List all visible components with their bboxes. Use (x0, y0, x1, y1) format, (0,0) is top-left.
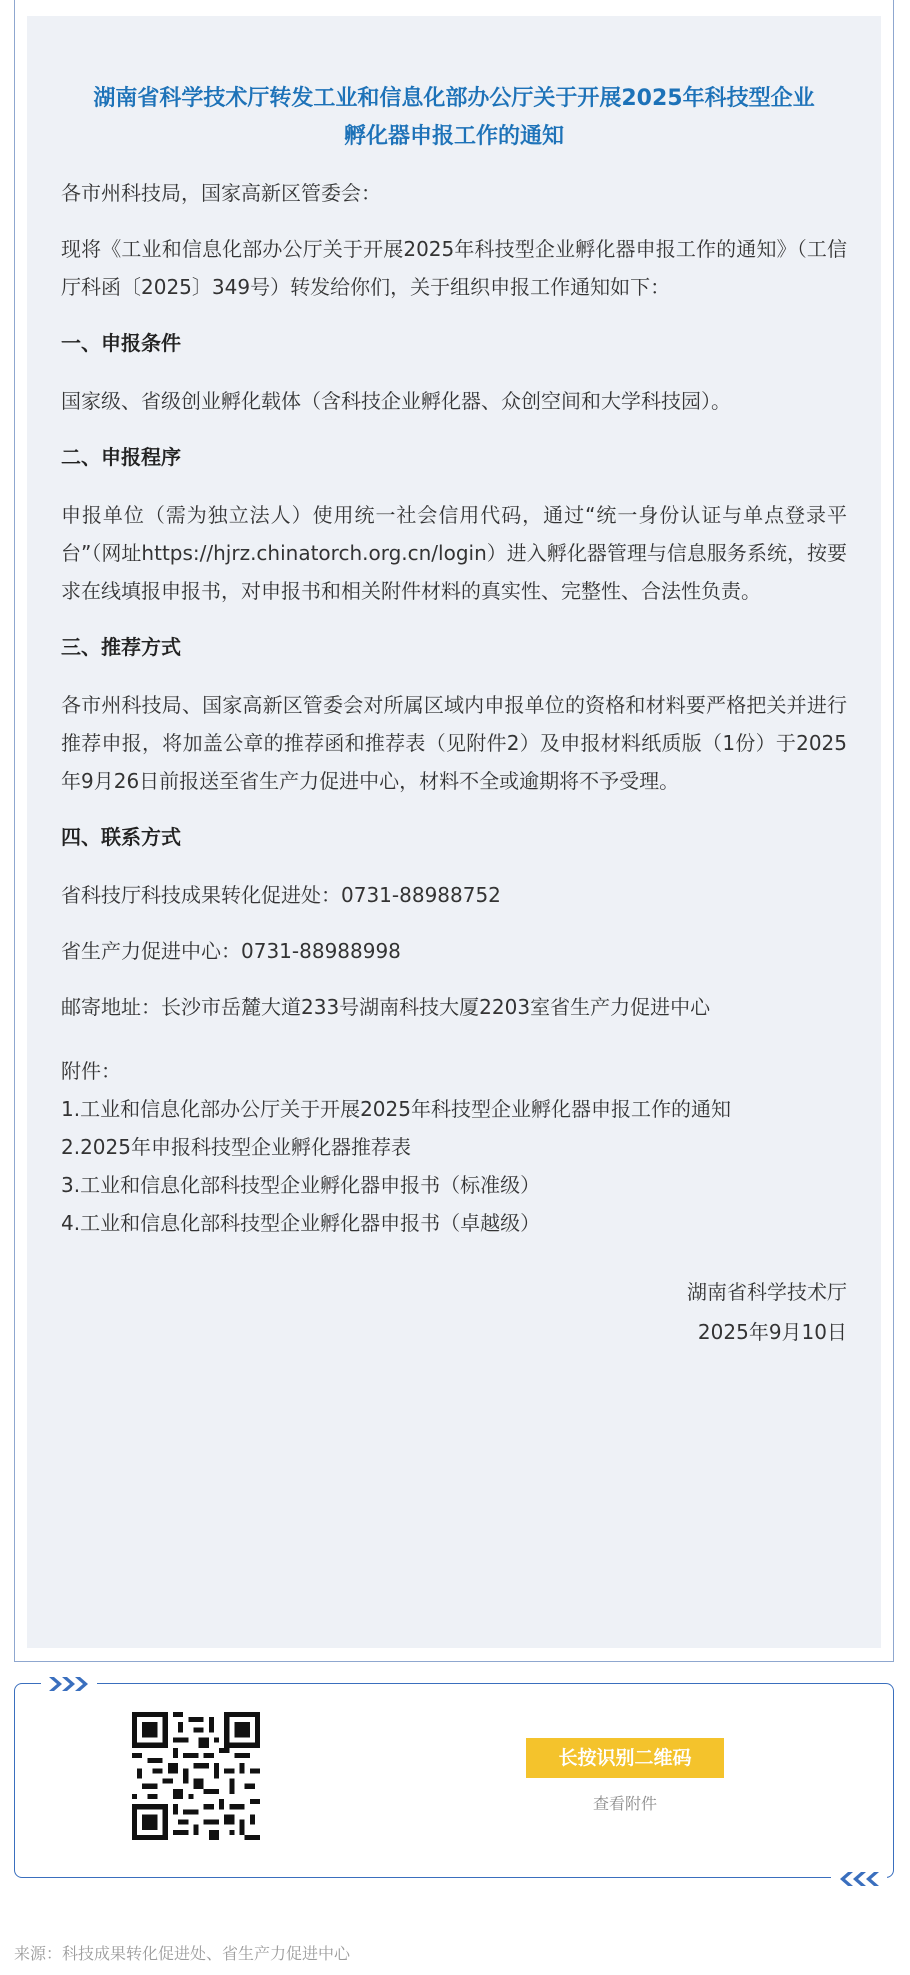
attachment-item: 3.工业和信息化部科技型企业孵化器申报书（标准级） (61, 1173, 541, 1197)
contact-line: 省科技厅科技成果转化促进处：0731-88988752 (61, 883, 501, 907)
chevron-arrows-icon (831, 1870, 887, 1888)
signature-date: 2025年9月10日 (697, 1320, 847, 1344)
section-heading: 三、推荐方式 (61, 635, 181, 659)
notice-body (61, 174, 847, 1352)
scan-qr-button[interactable]: 长按识别二维码 (526, 1738, 724, 1778)
notice-title (61, 80, 847, 156)
section-paragraph: 国家级、省级创业孵化载体（含科技企业孵化器、众创空间和大学科技园）。 (61, 389, 731, 413)
notice-panel (27, 16, 881, 1648)
signature-org: 湖南省科学技术厅 (687, 1280, 847, 1304)
section-heading: 四、联系方式 (61, 825, 181, 849)
section-paragraph: 申报单位（需为独立法人）使用统一社会信用代码，通过“统一身份认证与单点登录平台”（网址https://hjrz.chinatorch.org.cn/login）进入孵化器管理与信息服务系统，按要求在线填报申报书，对申报书和相关附件材料的真实性、完整性、合法性负责。 (61, 503, 847, 603)
attachment-item: 1.工业和信息化部办公厅关于开展2025年科技型企业孵化器申报工作的通知 (61, 1097, 731, 1121)
attachment-item: 4.工业和信息化部科技型企业孵化器申报书（卓越级） (61, 1211, 541, 1235)
attachments-label: 附件： (61, 1059, 121, 1083)
salutation: 各市州科技局，国家高新区管委会： (61, 181, 381, 205)
qr-code-icon[interactable] (132, 1712, 260, 1840)
attachment-item: 2.2025年申报科技型企业孵化器推荐表 (61, 1135, 411, 1159)
signature (61, 1272, 847, 1352)
section-heading: 二、申报程序 (61, 445, 181, 469)
qr-card (14, 1683, 894, 1878)
notice-frame (14, 0, 894, 1662)
contact-line: 邮寄地址：长沙市岳麓大道233号湖南科技大厦2203室省生产力促进中心 (61, 995, 711, 1019)
section-paragraph: 各市州科技局、国家高新区管委会对所属区域内申报单位的资格和材料要严格把关并进行推荐申报，将加盖公章的推荐函和推荐表（见附件2）及申报材料纸质版（1份）于2025年9月26日前报送至省生产力促进中心，材料不全或逾期将不予受理。 (61, 693, 847, 793)
source-note: 来源：科技成果转化促进处、省生产力促进中心 (14, 1944, 351, 1963)
intro-paragraph: 现将《工业和信息化部办公厅关于开展2025年科技型企业孵化器申报工作的通知》（工信厅科函〔2025〕349号）转发给你们，关于组织申报工作通知如下： (61, 237, 847, 299)
notice-title-line-1: 湖南省科学技术厅转发工业和信息化部办公厅关于开展2025年科技型企业 (93, 86, 815, 111)
contact-line: 省生产力促进中心：0731-88988998 (61, 939, 401, 963)
attachments (61, 1052, 847, 1242)
chevron-arrows-icon (41, 1675, 97, 1693)
section-heading: 一、申报条件 (61, 331, 181, 355)
notice-title-line-2: 孵化器申报工作的通知 (343, 124, 564, 149)
view-attachments-link[interactable]: 查看附件 (592, 1794, 657, 1813)
